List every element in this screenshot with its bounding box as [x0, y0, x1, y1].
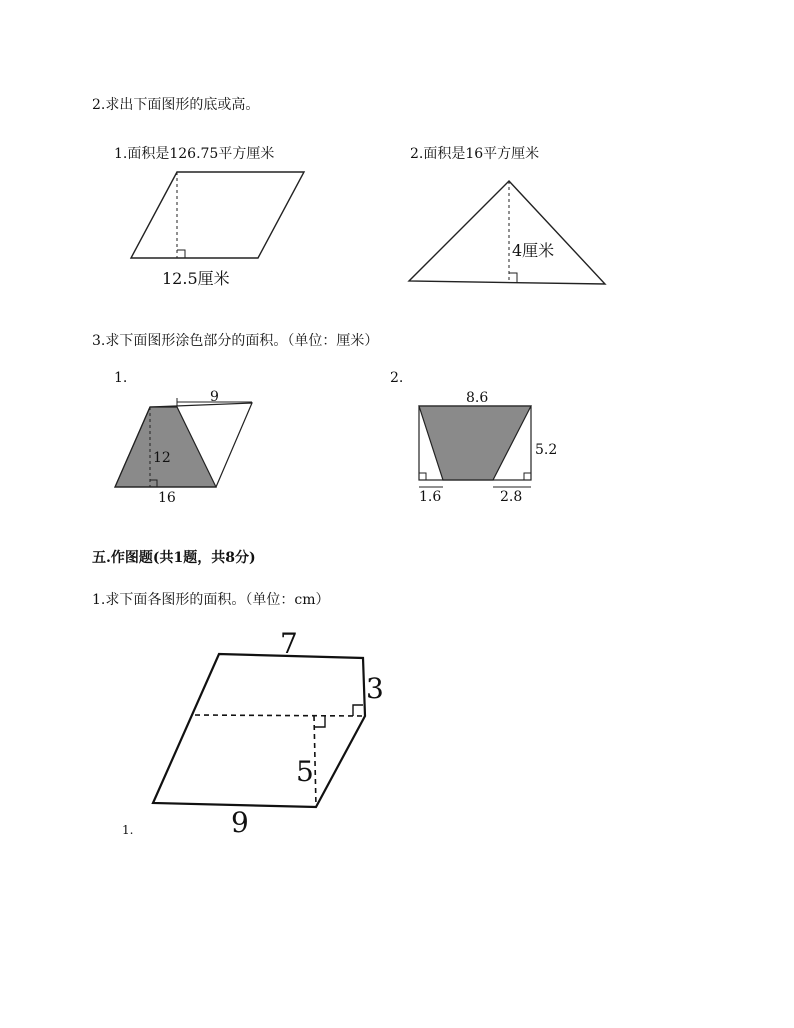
- section5-heading: 五.作图题(共1题，共8分): [92, 550, 256, 566]
- fig-top-label: 7: [280, 627, 298, 660]
- q2-item2-label: 2.面积是16平方厘米: [410, 146, 540, 162]
- section5-q1-num: 1.: [122, 823, 134, 837]
- section5-q1-heading: 1.求下面各图形的面积。（单位：cm）: [92, 592, 330, 608]
- triangle-height-label: 4厘米: [512, 241, 555, 260]
- fig1-height-label: 12: [153, 450, 171, 466]
- q3-item2-num: 2.: [390, 370, 404, 386]
- fig2-right-label: 2.8: [500, 489, 523, 505]
- parallelogram-base-label: 12.5厘米: [162, 269, 230, 288]
- fig2-left-label: 1.6: [419, 489, 442, 505]
- composite-shape: [153, 654, 365, 807]
- fig2-top-label: 8.6: [466, 390, 489, 406]
- fig2-height-label: 5.2: [535, 442, 558, 458]
- q3-heading: 3.求下面图形涂色部分的面积。（单位：厘米）: [92, 333, 379, 349]
- q3-item1-num: 1.: [114, 370, 128, 386]
- fig-mid-label: 5: [296, 755, 314, 788]
- dashed-height: [314, 716, 316, 807]
- dashed-divider: [195, 715, 363, 716]
- q2-heading: 2.求出下面图形的底或高。: [92, 97, 260, 113]
- right-angle-mark: [314, 716, 325, 727]
- fig1-base-label: 16: [158, 490, 176, 506]
- right-angle-mark: [353, 705, 363, 716]
- fig-right-label: 3: [366, 672, 384, 705]
- fig-base-label: 9: [231, 806, 249, 839]
- q2-item1-label: 1.面积是126.75平方厘米: [114, 146, 275, 162]
- fig1-top-label: 9: [210, 389, 219, 405]
